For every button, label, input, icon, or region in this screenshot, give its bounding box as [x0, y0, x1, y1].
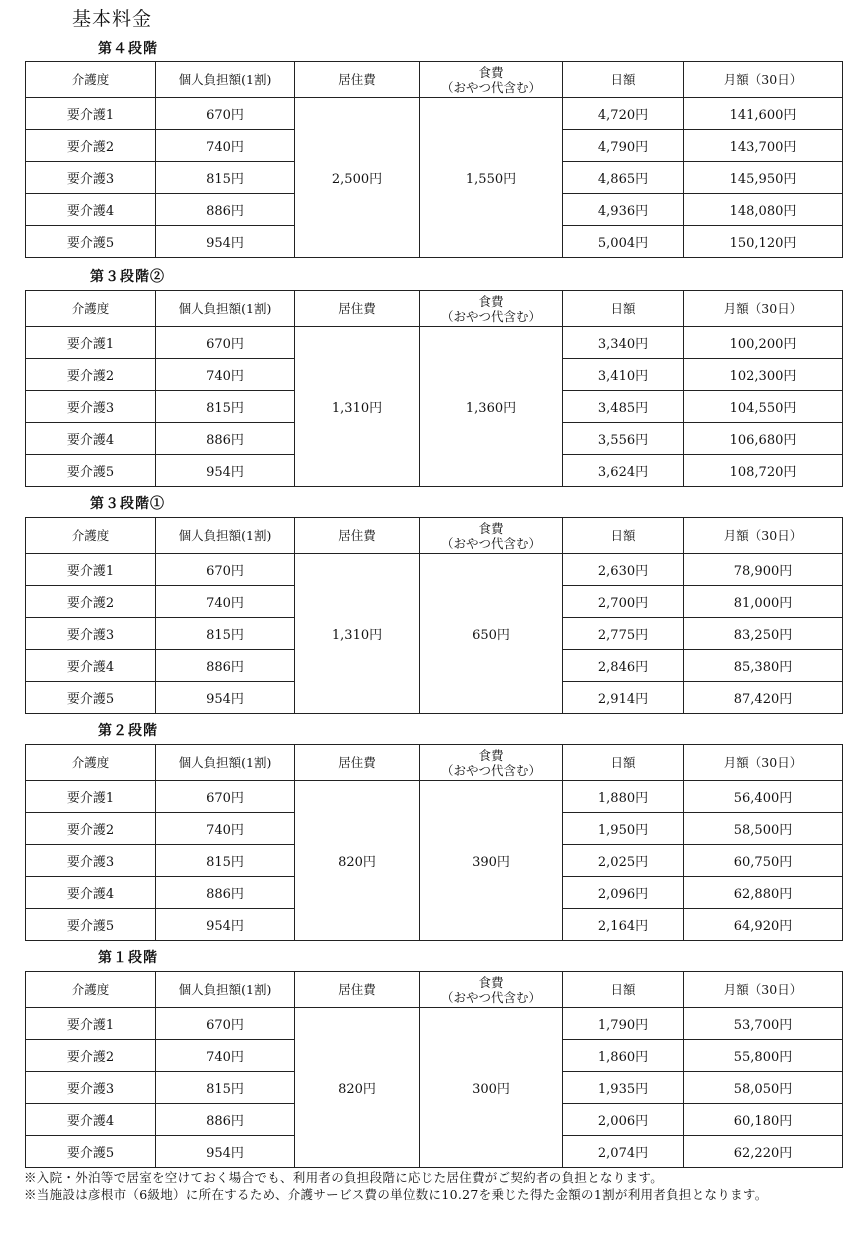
header-monthly: 月額（30日） [684, 745, 843, 781]
page-title: 基本料金 [72, 8, 153, 30]
header-food [420, 518, 563, 554]
fee-table [25, 61, 843, 258]
header-daily: 日額 [563, 745, 684, 781]
daily-cell: 3,410円 [563, 359, 684, 391]
header-row [26, 291, 843, 327]
daily-cell: 1,950円 [563, 813, 684, 845]
personal-share-cell: 815円 [156, 162, 295, 194]
care-level-cell: 要介護5 [26, 455, 156, 487]
fee-table [25, 744, 843, 941]
daily-cell: 2,630円 [563, 554, 684, 586]
care-level-cell: 要介護2 [26, 1040, 156, 1072]
personal-share-cell: 670円 [156, 98, 295, 130]
header-personal-share: 個人負担額(1割) [156, 62, 295, 98]
header-food [420, 745, 563, 781]
header-food-line2: （おやつ代含む） [440, 308, 541, 324]
daily-cell: 4,936円 [563, 194, 684, 226]
monthly-cell: 56,400円 [684, 781, 843, 813]
personal-share-cell: 740円 [156, 586, 295, 618]
care-level-cell: 要介護4 [26, 1104, 156, 1136]
daily-cell: 4,790円 [563, 130, 684, 162]
tier-label: 第３段階① [90, 496, 165, 512]
monthly-cell: 148,080円 [684, 194, 843, 226]
header-food-line2: （おやつ代含む） [440, 79, 541, 95]
table-row [26, 554, 843, 586]
personal-share-cell: 954円 [156, 455, 295, 487]
monthly-cell: 150,120円 [684, 226, 843, 258]
personal-share-cell: 886円 [156, 194, 295, 226]
tier-label: 第１段階 [98, 950, 158, 966]
header-row [26, 518, 843, 554]
care-level-cell: 要介護1 [26, 781, 156, 813]
header-food-line1: 食費 [478, 64, 504, 80]
monthly-cell: 83,250円 [684, 618, 843, 650]
personal-share-cell: 815円 [156, 618, 295, 650]
care-level-cell: 要介護4 [26, 650, 156, 682]
monthly-cell: 108,720円 [684, 455, 843, 487]
footnotes [24, 1169, 842, 1203]
header-food [420, 62, 563, 98]
header-daily: 日額 [563, 972, 684, 1008]
header-care-level: 介護度 [26, 291, 156, 327]
monthly-cell: 55,800円 [684, 1040, 843, 1072]
personal-share-cell: 670円 [156, 781, 295, 813]
care-level-cell: 要介護5 [26, 1136, 156, 1168]
daily-cell: 2,074円 [563, 1136, 684, 1168]
footnote: ※入院・外泊等で居室を空けておく場合でも、利用者の負担段階に応じた居住費がご契約者の負担となります。 [24, 1170, 664, 1185]
daily-cell: 3,340円 [563, 327, 684, 359]
monthly-cell: 58,500円 [684, 813, 843, 845]
residence-cell: 2,500円 [295, 98, 420, 258]
header-food-line2: （おやつ代含む） [440, 762, 541, 778]
care-level-cell: 要介護4 [26, 194, 156, 226]
personal-share-cell: 886円 [156, 423, 295, 455]
food-cell: 1,550円 [420, 98, 563, 258]
monthly-cell: 141,600円 [684, 98, 843, 130]
care-level-cell: 要介護4 [26, 423, 156, 455]
fee-table [25, 290, 843, 487]
header-food-line2: （おやつ代含む） [440, 989, 541, 1005]
food-cell: 1,360円 [420, 327, 563, 487]
residence-cell: 820円 [295, 781, 420, 941]
care-level-cell: 要介護5 [26, 682, 156, 714]
header-care-level: 介護度 [26, 745, 156, 781]
header-food-line1: 食費 [478, 747, 504, 763]
personal-share-cell: 954円 [156, 682, 295, 714]
care-level-cell: 要介護3 [26, 618, 156, 650]
header-food [420, 972, 563, 1008]
header-care-level: 介護度 [26, 972, 156, 1008]
monthly-cell: 62,880円 [684, 877, 843, 909]
monthly-cell: 62,220円 [684, 1136, 843, 1168]
daily-cell: 2,775円 [563, 618, 684, 650]
daily-cell: 2,914円 [563, 682, 684, 714]
care-level-cell: 要介護2 [26, 130, 156, 162]
personal-share-cell: 815円 [156, 391, 295, 423]
header-personal-share: 個人負担額(1割) [156, 972, 295, 1008]
header-monthly: 月額（30日） [684, 972, 843, 1008]
daily-cell: 4,865円 [563, 162, 684, 194]
fee-table [25, 517, 843, 714]
table-row [26, 781, 843, 813]
header-food-line2: （おやつ代含む） [440, 535, 541, 551]
monthly-cell: 145,950円 [684, 162, 843, 194]
monthly-cell: 104,550円 [684, 391, 843, 423]
header-residence: 居住費 [295, 291, 420, 327]
tier-label: 第２段階 [98, 723, 158, 739]
daily-cell: 2,096円 [563, 877, 684, 909]
header-row [26, 972, 843, 1008]
care-level-cell: 要介護5 [26, 909, 156, 941]
personal-share-cell: 740円 [156, 130, 295, 162]
header-row [26, 745, 843, 781]
table-row [26, 98, 843, 130]
header-food-line1: 食費 [478, 293, 504, 309]
footnote: ※当施設は彦根市（6級地）に所在するため、介護サービス費の単位数に10.27を乗じた得た金額の1割が利用者負担となります。 [24, 1187, 768, 1202]
daily-cell: 5,004円 [563, 226, 684, 258]
daily-cell: 3,485円 [563, 391, 684, 423]
header-monthly: 月額（30日） [684, 291, 843, 327]
care-level-cell: 要介護4 [26, 877, 156, 909]
care-level-cell: 要介護3 [26, 162, 156, 194]
care-level-cell: 要介護2 [26, 813, 156, 845]
daily-cell: 3,556円 [563, 423, 684, 455]
header-monthly: 月額（30日） [684, 62, 843, 98]
monthly-cell: 53,700円 [684, 1008, 843, 1040]
monthly-cell: 58,050円 [684, 1072, 843, 1104]
personal-share-cell: 954円 [156, 909, 295, 941]
monthly-cell: 60,180円 [684, 1104, 843, 1136]
personal-share-cell: 954円 [156, 226, 295, 258]
header-residence: 居住費 [295, 62, 420, 98]
personal-share-cell: 740円 [156, 359, 295, 391]
header-row [26, 62, 843, 98]
personal-share-cell: 740円 [156, 1040, 295, 1072]
personal-share-cell: 815円 [156, 1072, 295, 1104]
care-level-cell: 要介護1 [26, 98, 156, 130]
header-residence: 居住費 [295, 745, 420, 781]
header-food-line1: 食費 [478, 974, 504, 990]
header-daily: 日額 [563, 291, 684, 327]
care-level-cell: 要介護2 [26, 586, 156, 618]
header-food [420, 291, 563, 327]
header-daily: 日額 [563, 62, 684, 98]
header-food-line1: 食費 [478, 520, 504, 536]
care-level-cell: 要介護5 [26, 226, 156, 258]
care-level-cell: 要介護3 [26, 845, 156, 877]
personal-share-cell: 886円 [156, 1104, 295, 1136]
header-daily: 日額 [563, 518, 684, 554]
food-cell: 390円 [420, 781, 563, 941]
residence-cell: 1,310円 [295, 554, 420, 714]
personal-share-cell: 886円 [156, 650, 295, 682]
daily-cell: 4,720円 [563, 98, 684, 130]
monthly-cell: 102,300円 [684, 359, 843, 391]
table-row [26, 1008, 843, 1040]
care-level-cell: 要介護2 [26, 359, 156, 391]
daily-cell: 2,025円 [563, 845, 684, 877]
tier-label: 第４段階 [98, 41, 158, 57]
care-level-cell: 要介護1 [26, 1008, 156, 1040]
header-personal-share: 個人負担額(1割) [156, 518, 295, 554]
daily-cell: 1,860円 [563, 1040, 684, 1072]
monthly-cell: 87,420円 [684, 682, 843, 714]
daily-cell: 2,846円 [563, 650, 684, 682]
monthly-cell: 85,380円 [684, 650, 843, 682]
header-personal-share: 個人負担額(1割) [156, 291, 295, 327]
daily-cell: 2,006円 [563, 1104, 684, 1136]
daily-cell: 1,935円 [563, 1072, 684, 1104]
daily-cell: 3,624円 [563, 455, 684, 487]
tier-label: 第３段階② [90, 269, 165, 285]
daily-cell: 1,790円 [563, 1008, 684, 1040]
care-level-cell: 要介護3 [26, 391, 156, 423]
monthly-cell: 100,200円 [684, 327, 843, 359]
personal-share-cell: 670円 [156, 554, 295, 586]
header-personal-share: 個人負担額(1割) [156, 745, 295, 781]
daily-cell: 1,880円 [563, 781, 684, 813]
daily-cell: 2,700円 [563, 586, 684, 618]
header-residence: 居住費 [295, 518, 420, 554]
food-cell: 650円 [420, 554, 563, 714]
personal-share-cell: 670円 [156, 1008, 295, 1040]
fee-table [25, 971, 843, 1168]
personal-share-cell: 740円 [156, 813, 295, 845]
monthly-cell: 64,920円 [684, 909, 843, 941]
personal-share-cell: 954円 [156, 1136, 295, 1168]
care-level-cell: 要介護1 [26, 554, 156, 586]
care-level-cell: 要介護1 [26, 327, 156, 359]
care-level-cell: 要介護3 [26, 1072, 156, 1104]
header-monthly: 月額（30日） [684, 518, 843, 554]
table-row [26, 327, 843, 359]
personal-share-cell: 670円 [156, 327, 295, 359]
monthly-cell: 60,750円 [684, 845, 843, 877]
monthly-cell: 143,700円 [684, 130, 843, 162]
header-care-level: 介護度 [26, 62, 156, 98]
header-residence: 居住費 [295, 972, 420, 1008]
food-cell: 300円 [420, 1008, 563, 1168]
residence-cell: 820円 [295, 1008, 420, 1168]
personal-share-cell: 815円 [156, 845, 295, 877]
personal-share-cell: 886円 [156, 877, 295, 909]
residence-cell: 1,310円 [295, 327, 420, 487]
monthly-cell: 106,680円 [684, 423, 843, 455]
header-care-level: 介護度 [26, 518, 156, 554]
monthly-cell: 78,900円 [684, 554, 843, 586]
monthly-cell: 81,000円 [684, 586, 843, 618]
daily-cell: 2,164円 [563, 909, 684, 941]
